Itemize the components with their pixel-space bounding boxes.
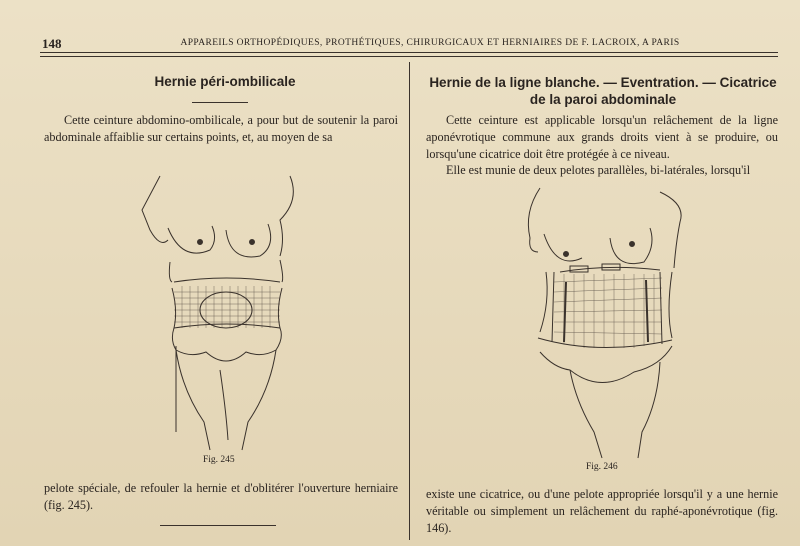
right-paragraph-1: Cette ceinture est applicable lorsqu'un relâchement de la ligne aponévrotique commune aux grands droits vient à se produire, ou lorsqu'une cicatrice doit être protégée à ce niveau.: [426, 113, 778, 161]
heading-ornament-rule: [192, 102, 248, 103]
figure-245-illustration: [130, 170, 320, 455]
right-heading-line-2: de la paroi abdominale: [529, 92, 677, 107]
header-rule-thin: [40, 56, 778, 57]
column-divider: [409, 62, 410, 540]
left-paragraph-1: Cette ceinture abdomino-ombilicale, a pour but de soutenir la paroi abdominale affaiblie sur certains points, et, au moyen de sa: [44, 113, 398, 144]
figure-246-caption: Fig. 246: [586, 462, 618, 472]
right-paragraph-3: existe une cicatrice, ou d'une pelote appropriée lorsqu'il y a une hernie véritable ou simplement un relâchement du raphé-aponévrotique (fig. 146).: [426, 487, 778, 535]
footer-rule: [160, 525, 276, 526]
right-paragraph-2: Elle est munie de deux pelotes parallèles, bi-latérales, lorsqu'il: [446, 163, 751, 177]
left-heading: Hernie péri-ombilicale: [154, 74, 296, 89]
figure-246-illustration: [510, 182, 700, 462]
figure-245-caption: Fig. 245: [203, 455, 235, 465]
page-number: 148: [42, 36, 62, 51]
header-rule: [40, 52, 778, 53]
left-paragraph-2: pelote spéciale, de refouler la hernie et d'oblitérer l'ouverture herniaire (fig. 245).: [44, 481, 398, 512]
running-title: APPAREILS ORTHOPÉDIQUES, PROTHÉTIQUES, CHIRURGICAUX ET HERNIAIRES DE F. LACROIX, A PARIS: [180, 38, 680, 48]
right-heading-line-1: Hernie de la ligne blanche. — Eventration. — Cicatrice: [429, 75, 777, 90]
right-heading: [420, 74, 786, 108]
